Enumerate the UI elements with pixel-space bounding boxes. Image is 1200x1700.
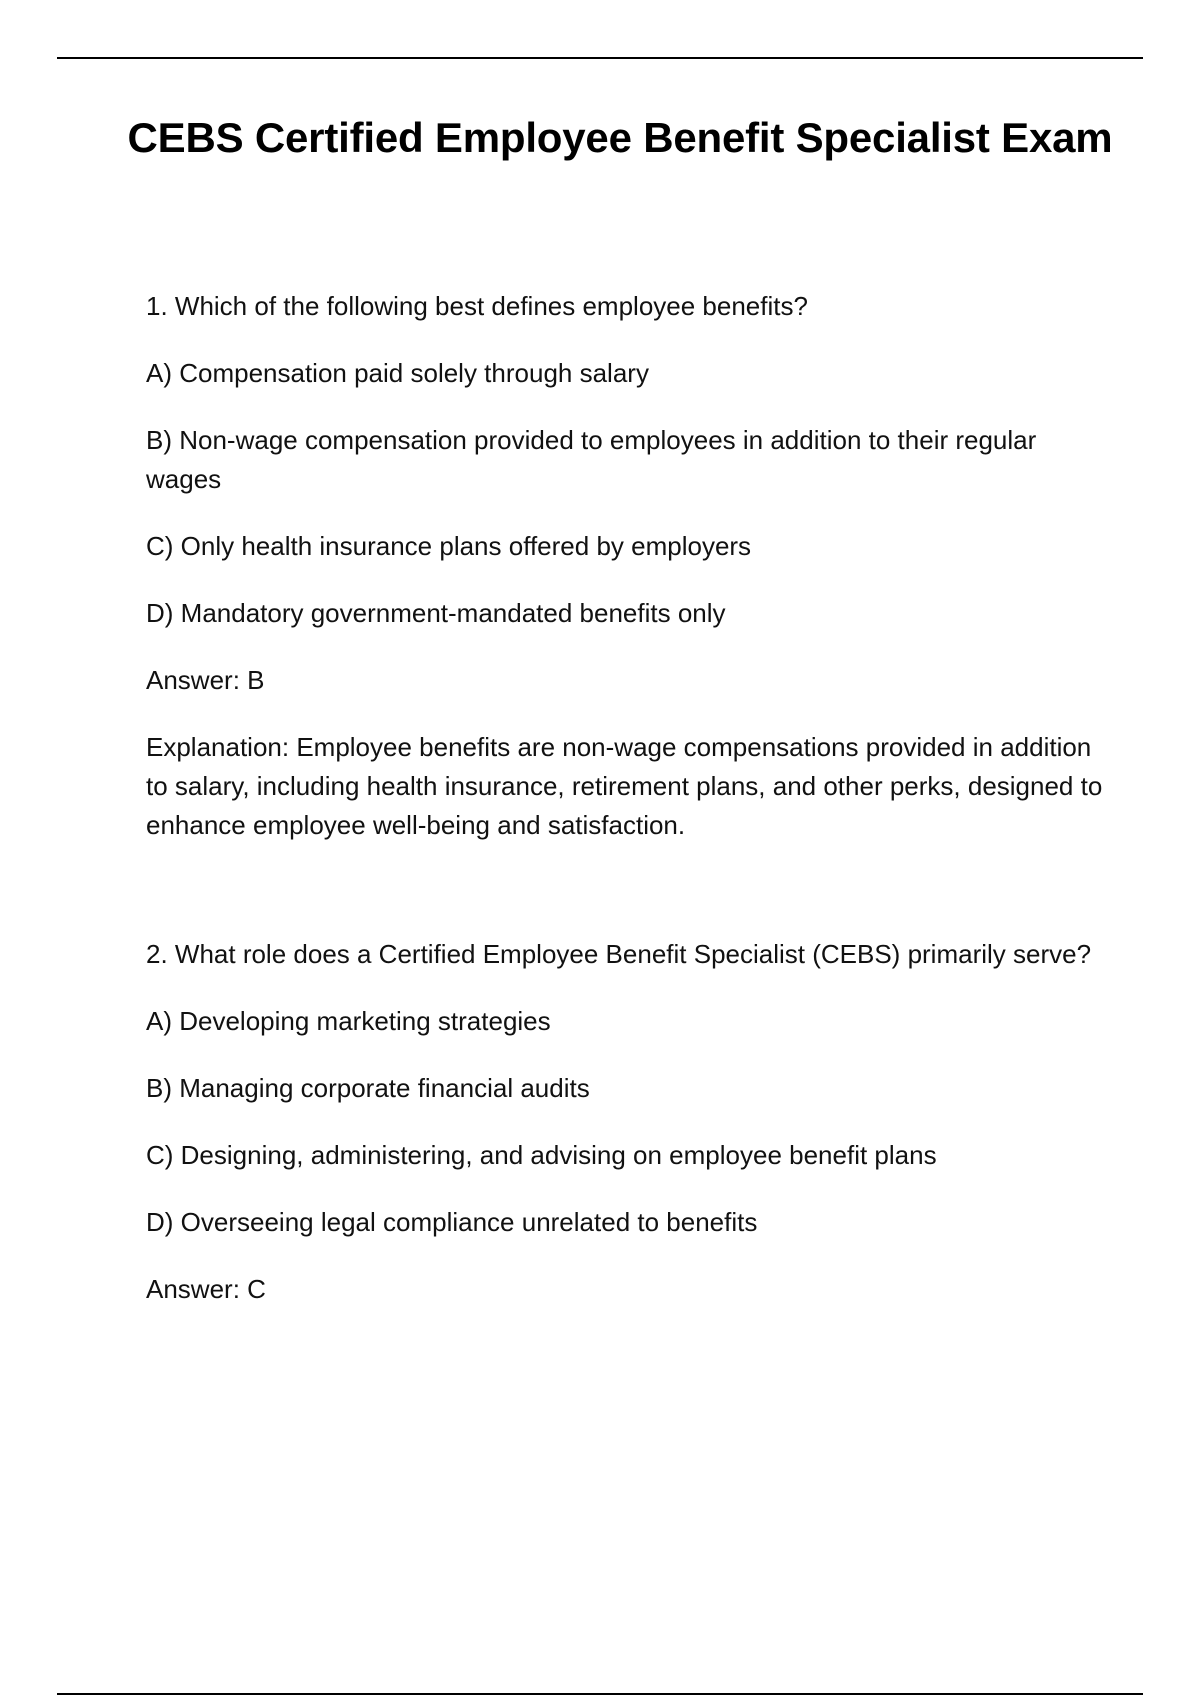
answer: Answer: C (146, 1274, 266, 1304)
question-stem: 2. What role does a Certified Employee Benefit Specialist (CEBS) primarily serve? (146, 939, 1092, 969)
option-a: A) Developing marketing strategies (146, 1006, 551, 1036)
explanation: Explanation: Employee benefits are non-wage compensations provided in addition to salary, including health insurance, retirement plans, and other perks, designed to enhance employee well-being and satisfaction. (146, 732, 1103, 840)
document-title: CEBS Certified Employee Benefit Specialist Exam (127, 114, 1113, 162)
top-rule (57, 57, 1143, 59)
option-c: C) Only health insurance plans offered by employers (146, 531, 752, 561)
bottom-rule (57, 1693, 1143, 1695)
option-d: D) Overseeing legal compliance unrelated to benefits (146, 1207, 758, 1237)
option-c: C) Designing, administering, and advising on employee benefit plans (146, 1140, 937, 1170)
option-a: A) Compensation paid solely through salary (146, 358, 649, 388)
question-2 (146, 935, 1106, 1309)
option-d: D) Mandatory government-mandated benefits only (146, 598, 726, 628)
option-b: B) Non-wage compensation provided to employees in addition to their regular wages (146, 425, 1037, 494)
document-body (146, 287, 1106, 1337)
question-stem: 1. Which of the following best defines employee benefits? (146, 291, 808, 321)
answer: Answer: B (146, 665, 265, 695)
option-b: B) Managing corporate financial audits (146, 1073, 590, 1103)
question-1 (146, 287, 1106, 845)
